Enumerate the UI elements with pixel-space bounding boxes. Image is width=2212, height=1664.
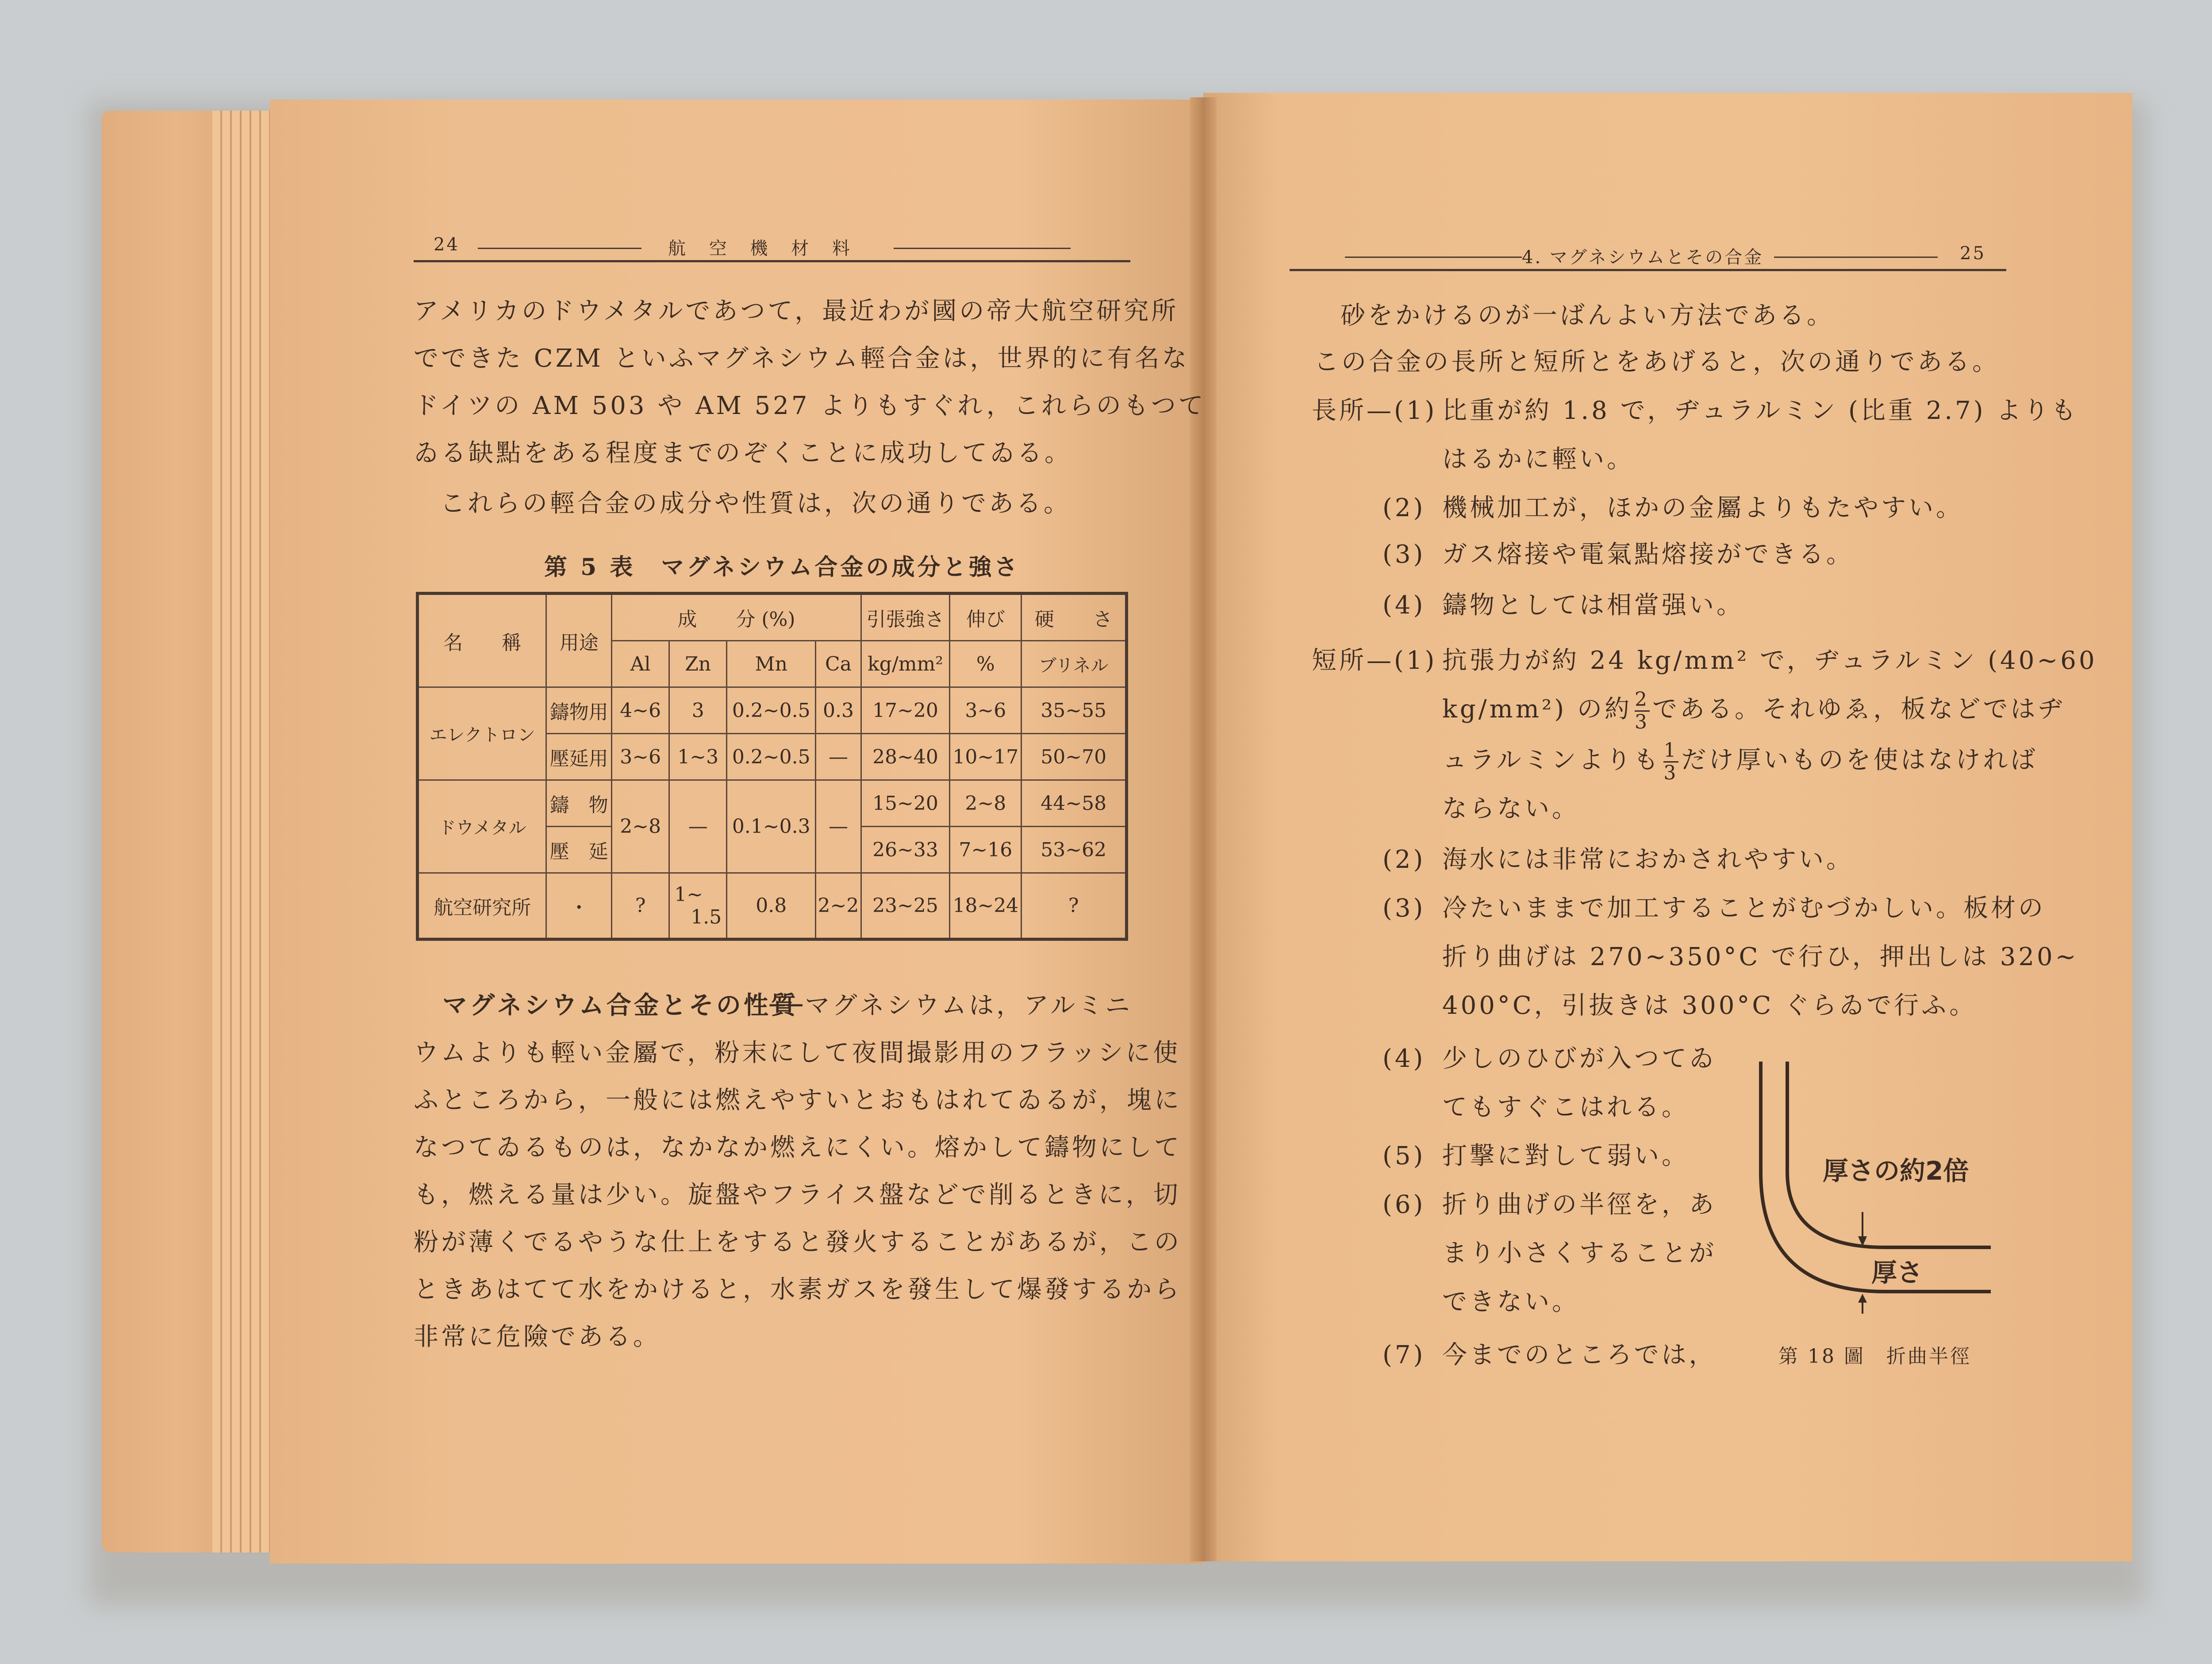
demerit1-line3 (1442, 736, 2038, 784)
cell-elong: 2~8 (950, 780, 1022, 827)
demerit7-num: (7) (1382, 1341, 1426, 1369)
header-rule-right-b (1774, 257, 1938, 258)
cell-ca: — (816, 734, 861, 780)
cell-zn: — (669, 780, 727, 873)
merit4-num: (4) (1382, 591, 1426, 620)
left-para1-line1: アメリカのドウメタルであつて，最近わが國の帝大航空研究所 (414, 297, 1179, 326)
left-para1-line3: ドイツの AM 503 や AM 527 よりもすぐれ，これらのもつて (414, 391, 1206, 420)
cell-elong: 7~16 (950, 827, 1022, 873)
section-line4: なつてゐるものは，なかなか燃えにくい。熔かして鑄物にして (414, 1133, 1182, 1162)
cell-mn: 0.2~0.5 (727, 687, 816, 734)
left-para1-line4: ゐる缺點をある程度までのぞくことに成功してゐる。 (414, 439, 1072, 468)
section-line8: 非常に危險である。 (414, 1323, 661, 1351)
th-zn: Zn (669, 641, 727, 687)
cell-tensile: 23~25 (861, 873, 950, 939)
demerit4-line1: 少しのひびが入つてゐ (1442, 1044, 1717, 1073)
demerit4-num: (4) (1382, 1044, 1426, 1073)
demerit3-line1: 冷たいままで加工することがむづかしい。板材の (1442, 894, 2046, 923)
row-lab-name: 航空研究所 (418, 873, 546, 939)
cell-al: 3~6 (612, 734, 669, 780)
section-line7: ときあはてて水をかけると，水素ガスを發生して爆發するから (414, 1275, 1182, 1304)
fraction-denominator: 3 (1663, 762, 1679, 784)
left-page-number: 24 (434, 234, 460, 255)
demerits-label: 短所—(1) (1312, 646, 1437, 675)
cell-elong: 18~24 (950, 873, 1022, 939)
fraction-numerator: 2 (1634, 688, 1650, 711)
demerit1-line2 (1442, 686, 2065, 733)
th-al: Al (612, 641, 669, 687)
cell-mn: 0.2~0.5 (727, 734, 816, 780)
left-para1-line2: でできた CZM といふマグネシウム輕合金は，世界的に有名な (414, 344, 1190, 373)
th-tensile-unit: kg/mm² (861, 641, 950, 687)
section-line5: も，燃える量は少い。旋盤やフライス盤などで削るときに，切 (414, 1181, 1181, 1209)
th-elongation-unit: % (950, 641, 1022, 687)
header-rule-right-a (1345, 257, 1522, 258)
arrow-head-bottom (1858, 1294, 1867, 1303)
cell-elong: 10~17 (950, 734, 1022, 780)
th-mn: Mn (727, 641, 816, 687)
merit2: 機械加工が，ほかの金屬よりもたやすい。 (1442, 494, 1963, 522)
cell-use: 壓 延 (546, 827, 612, 873)
header-rule-left-a (478, 248, 641, 249)
demerit3-line2: 折り曲げは 270~350°C で行ひ，押出しは 320~ (1442, 943, 2079, 971)
merit3-num: (3) (1382, 540, 1426, 569)
book-gutter (1190, 97, 1217, 1561)
section-line6: 粉が薄くでるやうな仕上をすると發火することがあるが，この (414, 1228, 1182, 1257)
th-elongation: 伸び (950, 594, 1022, 641)
cell-al: ? (612, 873, 669, 939)
alloy-table (416, 592, 1128, 941)
cell-zn (669, 873, 727, 939)
cell-tensile: 26~33 (861, 827, 950, 873)
demerit3-num: (3) (1382, 894, 1426, 923)
row-dowmetal-name: ドウメタル (418, 780, 546, 873)
cell-ca: — (816, 780, 861, 873)
merits-label: 長所—(1) (1312, 396, 1437, 425)
figure-caption: 第 18 圖 折曲半徑 (1778, 1345, 1971, 1368)
demerit2: 海水には非常におかされやすい。 (1442, 845, 1854, 874)
merit1-line2: はるかに輕い。 (1442, 445, 1634, 474)
fraction-two-thirds (1635, 689, 1650, 733)
demerit1-line3-pre: ュラルミンよりも (1442, 746, 1661, 774)
bend-radius-figure (1752, 1053, 2000, 1318)
cell-zn: 3 (669, 687, 727, 734)
section-line3: ふところから，一般には燃えやすいとおもはれてゐるが，塊に (414, 1086, 1182, 1115)
demerit5: 打撃に對して弱い。 (1442, 1142, 1689, 1170)
left-para2: これらの輕合金の成分や性質は，次の通りである。 (440, 489, 1071, 518)
cell-hard: 50~70 (1022, 734, 1127, 780)
header-rule-left-b (894, 248, 1071, 249)
th-name: 名 稱 (418, 594, 546, 687)
section-heading: マグネシウム合金とその性質 (442, 991, 799, 1020)
merit4: 鑄物としては相當强い。 (1442, 591, 1744, 620)
demerit1-line1: 抗張力が約 24 kg/mm² で，ヂュラルミン (40~60 (1442, 646, 2097, 675)
figure-label-double-thickness: 厚さの約2倍 (1823, 1156, 1969, 1186)
merit2-num: (2) (1382, 494, 1426, 522)
cell-ca: 0.3 (816, 687, 861, 734)
demerit1-line3-post: だけ厚いものを使はなければ (1681, 746, 2038, 774)
cell-tensile: 28~40 (861, 734, 950, 780)
cell-elong: 3~6 (950, 687, 1022, 734)
demerit1-line4: ならない。 (1442, 794, 1579, 823)
left-running-title: 航 空 機 材 料 (668, 238, 859, 259)
demerit5-num: (5) (1382, 1142, 1426, 1170)
fraction-numerator: 1 (1663, 739, 1679, 762)
th-tensile: 引張強さ (861, 594, 950, 641)
cell-zn-top: 1~ (674, 883, 703, 906)
cell-use: 鑄 物 (546, 780, 612, 827)
section-line1: ──マグネシウムは，アルミニ (770, 991, 1133, 1020)
demerit2-num: (2) (1382, 845, 1426, 874)
demerit6-line2: まり小さくすることが (1442, 1239, 1717, 1268)
row-electron-name: エレクトロン (418, 687, 546, 780)
demerit1-line2-pre: kg/mm²) の約 (1442, 695, 1632, 724)
merit3: ガス熔接や電氣點熔接ができる。 (1442, 540, 1854, 569)
demerit7: 今までのところでは， (1442, 1341, 1717, 1369)
demerit6-line3: できない。 (1442, 1288, 1579, 1316)
cell-al: 4~6 (612, 687, 669, 734)
th-hardness-unit: ブリネル (1022, 641, 1127, 687)
right-page-number: 25 (1960, 243, 1986, 264)
cell-use: ・ (546, 873, 612, 939)
cell-zn-bottom: 1.5 (691, 905, 722, 928)
th-ca: Ca (816, 641, 861, 687)
demerit3-line3: 400°C，引抜きは 300°C ぐらゐで行ふ。 (1442, 991, 1977, 1020)
fraction-denominator: 3 (1634, 711, 1650, 733)
header-rule-left (414, 260, 1130, 262)
cell-use: 壓延用 (546, 734, 612, 780)
th-composition: 成 分 (%) (612, 594, 861, 641)
th-use: 用途 (546, 594, 612, 687)
figure-label-thickness: 厚さ (1871, 1258, 1923, 1288)
merit1-line1: 比重が約 1.8 で，ヂュラルミン (比重 2.7) よりも (1442, 396, 2079, 425)
cell-zn: 1~3 (669, 734, 727, 780)
cell-tensile: 17~20 (861, 687, 950, 734)
cell-al: 2~8 (612, 780, 669, 873)
cell-mn: 0.8 (727, 873, 816, 939)
demerit4-line2: てもすぐこはれる。 (1442, 1093, 1689, 1122)
cell-hard: 44~58 (1022, 780, 1127, 827)
header-rule-right (1290, 269, 2006, 271)
section-line2: ウムよりも輕い金屬で，粉末にして夜間撮影用のフラッシに使 (414, 1039, 1181, 1067)
demerit1-line2-post: である。それゆゑ，板などではヂ (1652, 695, 2066, 724)
cell-tensile: 15~20 (861, 780, 950, 827)
demerit6-line1: 折り曲げの半徑を，あ (1442, 1190, 1717, 1219)
th-hardness: 硬 さ (1022, 594, 1127, 641)
demerit6-num: (6) (1382, 1190, 1426, 1219)
table-caption: 第 5 表 マグネシウム合金の成分と強さ (544, 554, 1020, 581)
cell-ca: 2~2 (816, 873, 861, 939)
right-line1: 砂をかけるのが一ばんよい方法である。 (1340, 301, 1834, 330)
cell-mn: 0.1~0.3 (727, 780, 816, 873)
cell-use: 鑄物用 (546, 687, 612, 734)
fraction-one-third (1663, 740, 1678, 784)
cell-hard: ? (1022, 873, 1127, 939)
cell-hard: 35~55 (1022, 687, 1127, 734)
cell-hard: 53~62 (1022, 827, 1127, 873)
right-running-title: 4. マグネシウムとその合金 (1522, 247, 1764, 268)
right-line2: この合金の長所と短所とをあげると，次の通りである。 (1314, 348, 2000, 376)
